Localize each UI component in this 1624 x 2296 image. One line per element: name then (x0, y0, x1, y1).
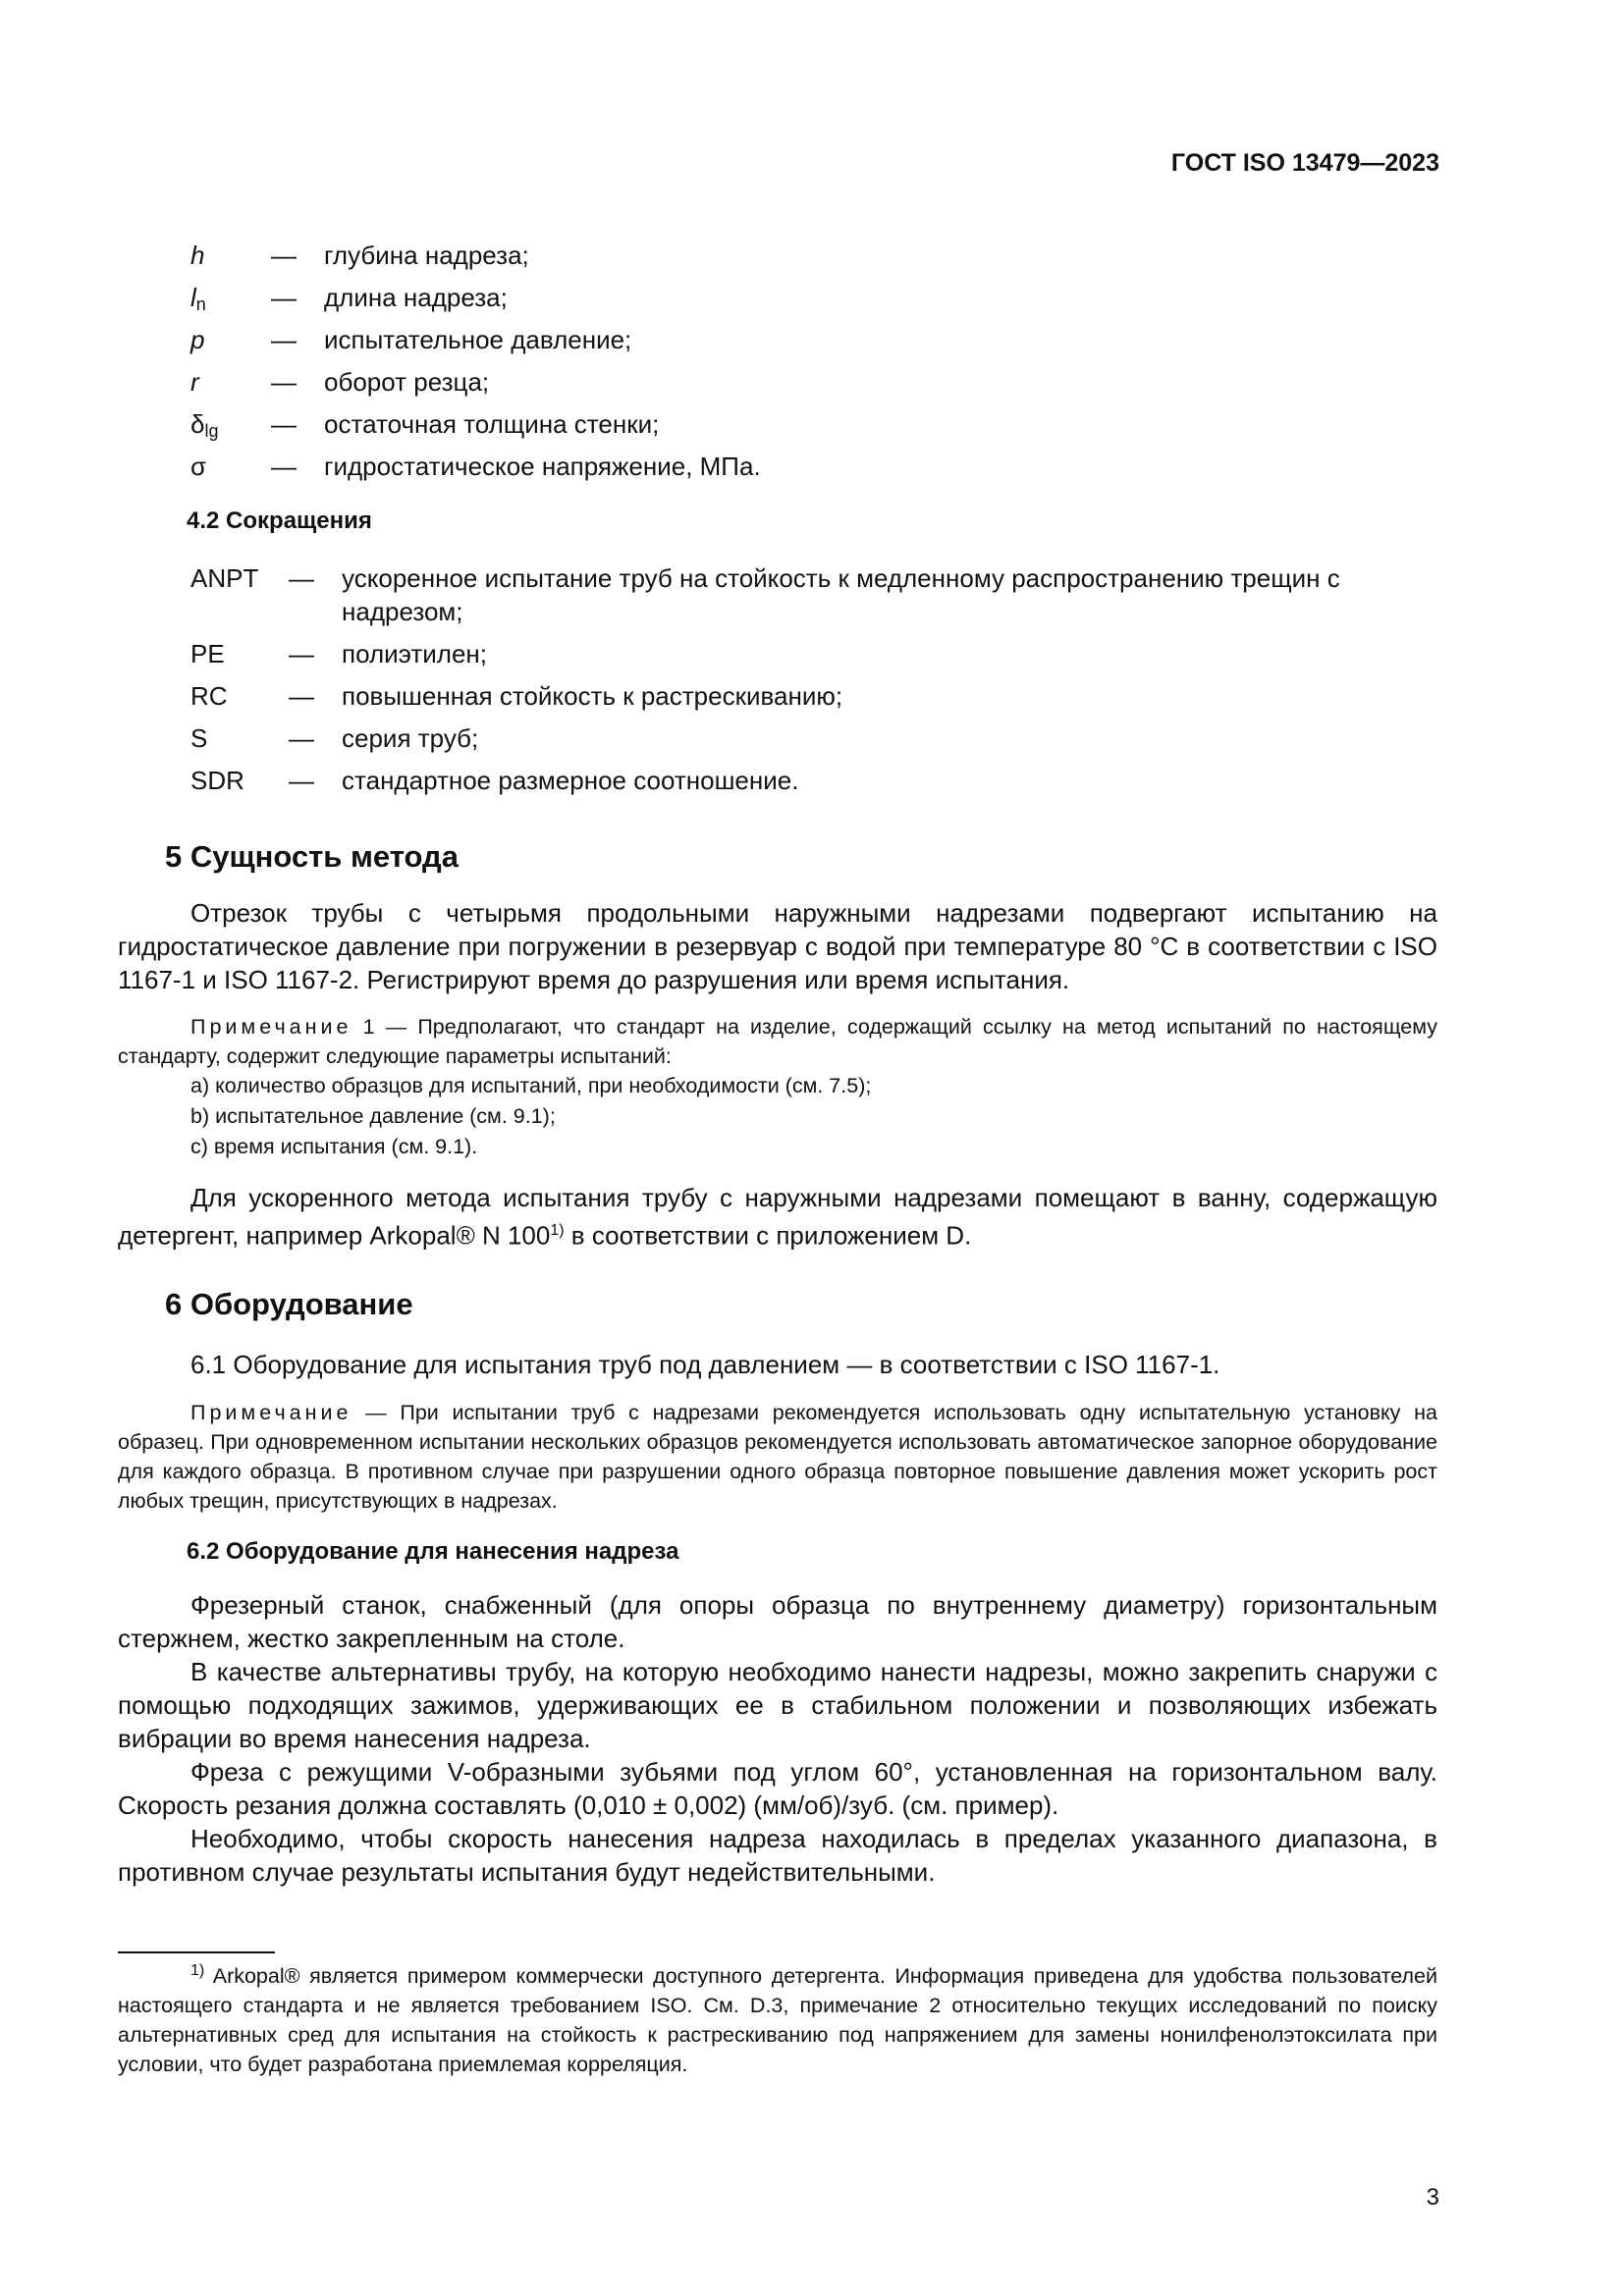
footnote-mark: 1) (190, 1962, 205, 1979)
dash: — (271, 240, 297, 270)
section-heading-5: 5 Сущность метода (165, 839, 459, 874)
note (118, 1398, 1437, 1516)
symbol-row (190, 236, 1437, 275)
standard-code-header: ГОСТ ISO 13479—2023 (1170, 149, 1439, 177)
paragraph-6-1: 6.1 Оборудование для испытания труб под давлением — в соответствии с ISO 1167-1. (190, 1350, 1220, 1379)
dash: — (289, 766, 314, 795)
abbreviation-definition: полиэтилен; (342, 639, 488, 668)
symbol-definition: остаточная толщина стенки; (324, 409, 660, 439)
note (118, 1012, 1437, 1071)
symbol: $l_n$ (190, 283, 206, 314)
note-list-item: c) время испытания (см. 9.1). (190, 1135, 478, 1158)
symbol-row (190, 447, 1437, 486)
symbol: $\delta_{lg}$ (190, 409, 219, 441)
symbol-row (190, 404, 1437, 444)
symbol-row (190, 362, 1437, 401)
paragraph: Для ускоренного метода испытания трубу с наружными надрезами помещают в ванну, содержащую детергент, например Arkopal® N 100$^{1)}$ в соответствии с приложением D. (118, 1183, 1437, 1251)
symbol-definition: гидростатическое напряжение, МПа. (324, 452, 761, 481)
dash: — (271, 325, 297, 354)
symbol-row (190, 320, 1437, 359)
note-label: Примечание (190, 1015, 352, 1039)
dash: — (289, 563, 314, 593)
note-list-item: a) количество образцов для испытаний, при необходимости (см. 7.5); (190, 1074, 872, 1097)
paragraph: В качестве альтернативы трубу, на которую необходимо нанести надрезы, можно закрепить снаружи с помощью подходящих зажимов, удерживающих ее в стабильном положении и позволяющих избежать вибрации во время нанесения надреза. (118, 1657, 1437, 1753)
symbol-row (190, 278, 1437, 317)
note-label: Примечание (190, 1401, 352, 1424)
symbol-definition: глубина надреза; (324, 240, 529, 270)
dash: — (289, 723, 314, 753)
abbreviation: RC (190, 681, 228, 711)
section-heading-6: 6 Оборудование (165, 1287, 413, 1321)
dash: — (271, 452, 297, 481)
paragraph: Необходимо, чтобы скорость нанесения надреза находилась в пределах указанного диапазона, в противном случае результаты испытания будут недействительными. (118, 1824, 1437, 1887)
abbreviation-definition: серия труб; (342, 723, 479, 753)
note-text: — При испытании труб с надрезами рекомендуется использовать одну испытательную установку на образец. При одновременном испытании нескольких образцов рекомендуется использовать автоматическое запорное оборудование для каждого образца. В противном случае при разрушении одного образца повторное повышение давления может ускорить рост любых трещин, присутствующих в надрезах. (118, 1401, 1437, 1513)
dash: — (289, 681, 314, 711)
footnote (118, 1956, 1437, 2079)
abbreviation: ANPT (190, 563, 259, 593)
dash: — (271, 283, 297, 312)
dash: — (271, 367, 297, 397)
note-list-item: b) испытательное давление (см. 9.1); (190, 1104, 556, 1128)
symbol: σ (190, 452, 207, 481)
dash: — (271, 409, 297, 439)
note-text: 1 — Предполагают, что стандарт на изделие, содержащий ссылку на метод испытаний по настоящему стандарту, содержит следующие параметры испытаний: (118, 1015, 1437, 1068)
page-number: 3 (1426, 2184, 1439, 2211)
footnote-ref[interactable]: 1) (550, 1222, 565, 1239)
dash: — (289, 639, 314, 668)
abbreviation-definition: ускоренное испытание труб на стойкость к медленному распространению трещин с надрезом; (342, 563, 1340, 626)
footnote-separator (118, 1951, 275, 1953)
abbreviation: PE (190, 639, 225, 668)
abbreviation-definition: стандартное размерное соотношение. (342, 766, 799, 795)
paragraph: Фреза с режущими V-образными зубьями под углом 60°, установленная на горизонтальном валу. Скорость резания должна составлять (0,010 ± 0,002) (мм/об)/зуб. (см. пример). (118, 1757, 1437, 1820)
paragraph: Отрезок трубы с четырьмя продольными наружными надрезами подвергают испытанию на гидростатическое давление при погружении в резервуар с водой при температуре 80 °C в соответствии с ISO 1167-1 и ISO 1167-2. Регистрируют время до разрушения или время испытания. (118, 898, 1437, 994)
footnote-text: Arkopal® является примером коммерчески доступного детергента. Информация приведена для удобства пользователей настоящего стандарта и не является требованием ISO. См. D.3, примечание 2 относительно текущих исследований по поиску альтернативных сред для испытания на стойкость к растрескиванию под напряжением для замены нонилфенолэтоксилата при условии, что будет разработана приемлемая корреляция. (118, 1964, 1437, 2077)
paragraph: Фрезерный станок, снабженный (для опоры образца по внутреннему диаметру) горизонтальным стержнем, жестко закрепленным на столе. (118, 1590, 1437, 1653)
subsection-heading-4-2: 4.2 Сокращения (187, 507, 372, 534)
abbreviation-definition: повышенная стойкость к растрескиванию; (342, 681, 843, 711)
abbreviation: SDR (190, 766, 244, 795)
subsection-heading-6-2: 6.2 Оборудование для нанесения надреза (187, 1538, 679, 1565)
abbreviation: S (190, 723, 208, 753)
symbol: h (190, 240, 205, 270)
symbol-definition: оборот резца; (324, 367, 490, 397)
symbol-definition: длина надреза; (324, 283, 508, 312)
symbol: r (190, 367, 199, 397)
symbol-definition: испытательное давление; (324, 325, 632, 354)
symbol: p (190, 325, 205, 354)
